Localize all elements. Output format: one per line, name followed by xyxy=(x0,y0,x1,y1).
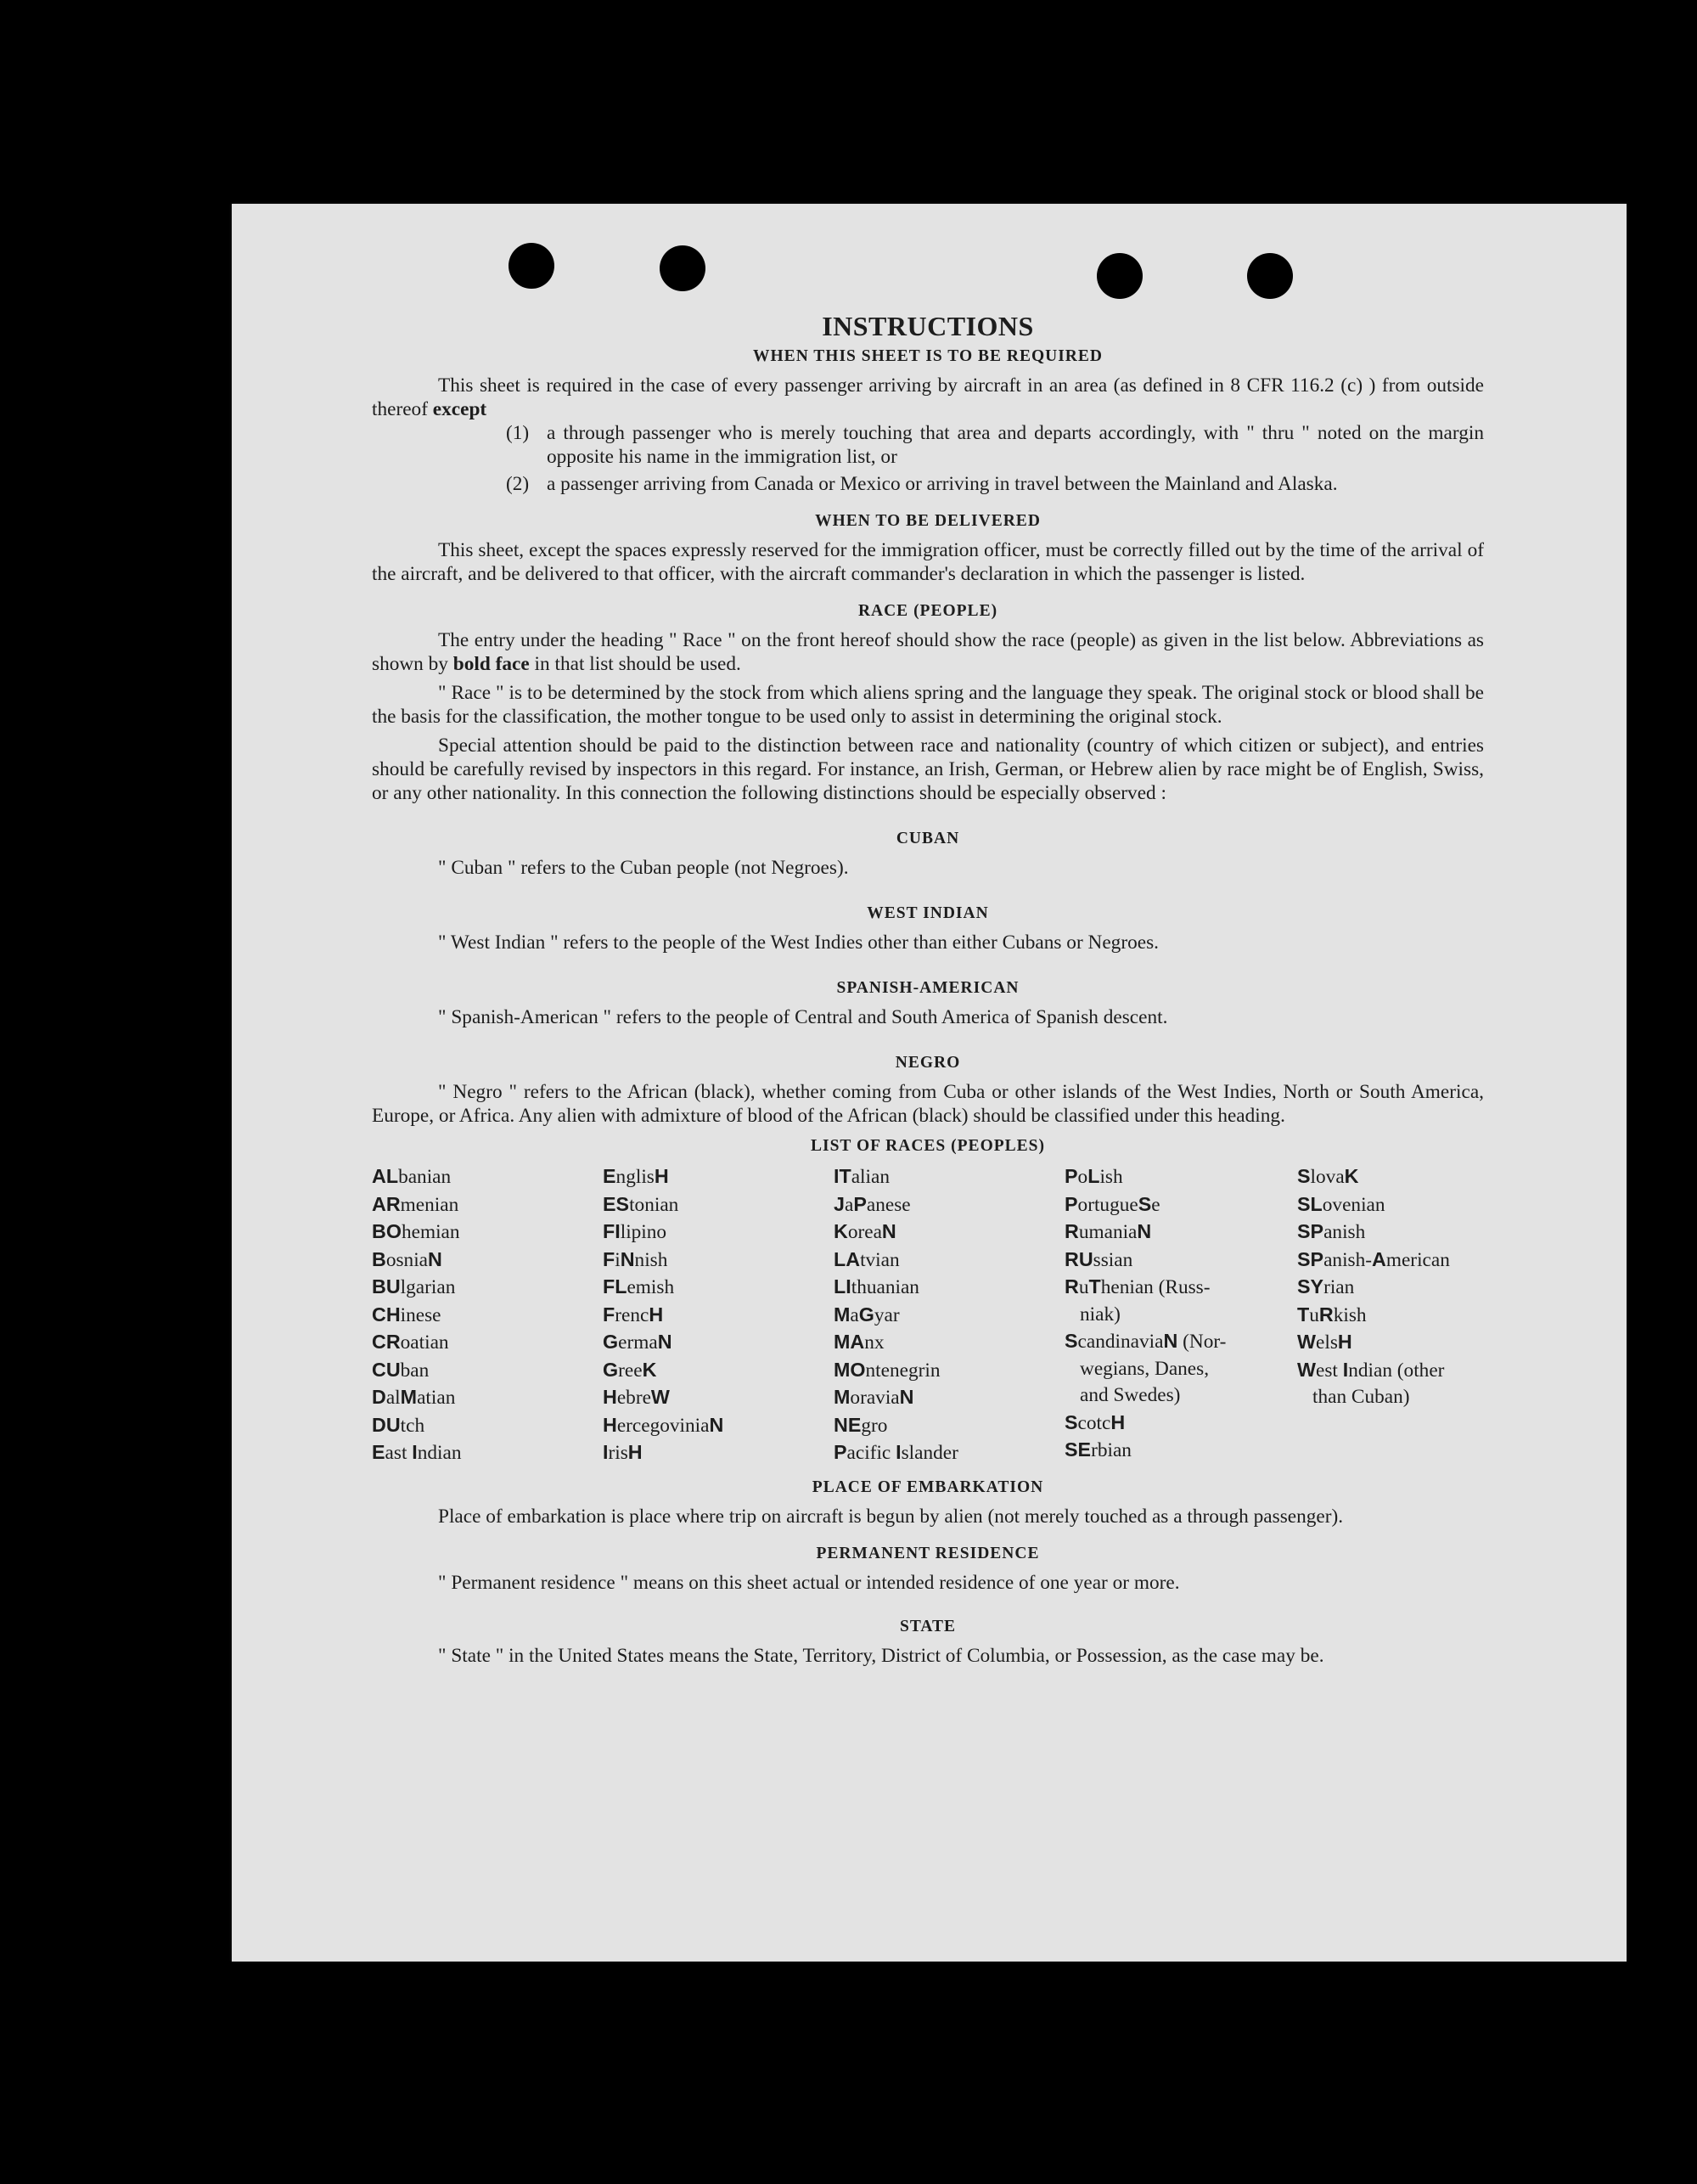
section-heading-embarkation: PLACE OF EMBARKATION xyxy=(812,1478,1044,1496)
race-entry: CRoatian xyxy=(372,1331,449,1354)
punch-hole xyxy=(1097,253,1143,299)
race-entry: ScandinaviaN (Nor- xyxy=(1065,1330,1227,1353)
race-entry: RUssian xyxy=(1065,1247,1133,1271)
race-entry: KoreaN xyxy=(834,1220,896,1243)
race-entry: FLemish xyxy=(603,1275,675,1298)
race-entry: SYrian xyxy=(1297,1275,1355,1298)
punch-hole xyxy=(1247,253,1293,299)
race-entry: CHinese xyxy=(372,1303,441,1326)
when-delivered-text: This sheet, except the spaces expressly reserved for the immigration officer, must be correctly filled out by the time of the arrival of the aircraft, and be delivered to that officer, with the aircraft commander's declaration in which the passenger is listed. xyxy=(372,539,1484,585)
list-item: (2) a passenger arriving from Canada or Mexico or arriving in travel between the Mainland and Alaska. xyxy=(506,473,1338,495)
race-entry: FiNnish xyxy=(603,1247,668,1271)
race-entry: East Indian xyxy=(372,1441,462,1464)
race-entry: MaGyar xyxy=(834,1303,900,1326)
race-entry: SErbian xyxy=(1065,1438,1132,1461)
race-entry: ITalian xyxy=(834,1165,890,1188)
race-entry: FIlipino xyxy=(603,1220,667,1243)
race-entry: wegians, Danes, xyxy=(1080,1357,1210,1380)
race-entry: and Swedes) xyxy=(1080,1384,1181,1406)
race-entry: ScotcH xyxy=(1065,1410,1126,1434)
races-column xyxy=(1297,1163,1484,1467)
race-entry: LIthuanian xyxy=(834,1275,919,1298)
race-entry: HebreW xyxy=(603,1386,670,1409)
race-entry: SLovenian xyxy=(1297,1192,1385,1216)
embarkation-text: Place of embarkation is place where trip on aircraft is begun by alien (not merely touched as a through passenger). xyxy=(438,1505,1344,1528)
race-entry: LAtvian xyxy=(834,1247,900,1271)
races-column xyxy=(834,1163,1065,1467)
punch-hole xyxy=(660,245,705,291)
race-entry: RuThenian (Russ- xyxy=(1065,1275,1211,1298)
race-entry: SPanish xyxy=(1297,1220,1366,1243)
races-list xyxy=(372,1163,1484,1467)
spanish-american-text: " Spanish-American " refers to the people of Central and South America of Spanish descent. xyxy=(438,1006,1168,1028)
race-entry: BOhemian xyxy=(372,1220,460,1243)
section-heading-west-indian: WEST INDIAN xyxy=(867,904,989,922)
section-heading-cuban: CUBAN xyxy=(896,830,960,847)
race-entry: GermaN xyxy=(603,1331,672,1354)
negro-text: " Negro " refers to the African (black), whether coming from Cuba or other islands of the West Indies, North or South America, Europe, or Africa. Any alien with admixture of blood of the African (black) should be classified under this heading. xyxy=(372,1081,1484,1127)
race-entry: EStonian xyxy=(603,1192,679,1216)
section-heading-when-delivered: WHEN TO BE DELIVERED xyxy=(815,512,1041,530)
race-entry: BUlgarian xyxy=(372,1275,456,1298)
race-entry: JaPanese xyxy=(834,1192,911,1216)
race-entry: niak) xyxy=(1080,1303,1121,1326)
section-heading-spanish-american: SPANISH-AMERICAN xyxy=(836,979,1020,997)
race-entry: IrisH xyxy=(603,1441,643,1464)
race-entry: HercegoviniaN xyxy=(603,1413,724,1437)
race-entry: PoLish xyxy=(1065,1165,1123,1188)
when-required-text: This sheet is required in the case of every passenger arriving by aircraft in an area (as defined in 8 CFR 116.2 (c) ) from outside thereof except xyxy=(372,374,1484,420)
race-entry: BosniaN xyxy=(372,1247,442,1271)
race-entry: ARmenian xyxy=(372,1192,459,1216)
section-heading-list-of-races: LIST OF RACES (PEOPLES) xyxy=(810,1137,1045,1155)
document-text xyxy=(372,311,1484,1668)
race-paragraph-1: The entry under the heading " Race " on the front hereof should show the race (people) as given in the list below. Abbreviations as shown by bold face in that list should be used. xyxy=(372,629,1484,675)
race-entry: RumaniaN xyxy=(1065,1220,1152,1243)
race-entry: EnglisH xyxy=(603,1165,669,1188)
residence-text: " Permanent residence " means on this sheet actual or intended residence of one year or more. xyxy=(438,1571,1180,1594)
race-entry: than Cuban) xyxy=(1312,1386,1410,1408)
section-heading-when-required: WHEN THIS SHEET IS TO BE REQUIRED xyxy=(753,347,1103,365)
race-entry: GreeK xyxy=(603,1358,657,1382)
race-entry: NEgro xyxy=(834,1413,888,1437)
race-entry: MAnx xyxy=(834,1331,885,1354)
document-page xyxy=(232,204,1627,1962)
race-entry: CUban xyxy=(372,1358,430,1382)
section-heading-negro: NEGRO xyxy=(895,1054,961,1072)
race-entry: FrencH xyxy=(603,1303,664,1326)
race-entry: DalMatian xyxy=(372,1386,456,1409)
section-heading-state: STATE xyxy=(899,1617,957,1635)
punch-hole xyxy=(509,243,554,289)
race-entry: Pacific Islander xyxy=(834,1441,958,1464)
state-text: " State " in the United States means the State, Territory, District of Columbia, or Possession, as the case may be. xyxy=(438,1644,1324,1667)
race-entry: PortugueSe xyxy=(1065,1192,1160,1216)
race-paragraph-2: " Race " is to be determined by the stock from which aliens spring and the language they speak. The original stock or blood shall be the basis for the classification, the mother tongue to be used only to assist in determining the original stock. xyxy=(372,682,1484,728)
section-heading-residence: PERMANENT RESIDENCE xyxy=(816,1544,1040,1562)
race-entry: DUtch xyxy=(372,1413,425,1437)
section-heading-race: RACE (PEOPLE) xyxy=(857,602,998,620)
race-entry: ALbanian xyxy=(372,1165,452,1188)
race-entry: SlovaK xyxy=(1297,1165,1359,1188)
page-title: INSTRUCTIONS xyxy=(822,311,1034,341)
race-entry: MoraviaN xyxy=(834,1386,914,1409)
race-entry: WelsH xyxy=(1297,1331,1352,1354)
races-column xyxy=(1065,1163,1297,1467)
race-entry: SPanish-American xyxy=(1297,1247,1450,1271)
west-indian-text: " West Indian " refers to the people of the West Indies other than either Cubans or Negroes. xyxy=(438,932,1159,954)
race-paragraph-3: Special attention should be paid to the distinction between race and nationality (country of which citizen or subject), and entries should be carefully revised by inspectors in this regard. For instance, an Irish, German, or Hebrew alien by race might be of English, Swiss, or any other nationality. In this connection the following distinctions should be especially observed : xyxy=(372,735,1484,804)
cuban-text: " Cuban " refers to the Cuban people (not Negroes). xyxy=(438,857,849,879)
race-entry: West Indian (other xyxy=(1297,1358,1445,1382)
race-entry: MOntenegrin xyxy=(834,1358,941,1382)
races-column xyxy=(372,1163,603,1467)
race-entry: TuRkish xyxy=(1297,1303,1367,1326)
list-item: (1) a through passenger who is merely touching that area and departs accordingly, with " thru " noted on the margin opposite his name in the immigration list, or xyxy=(506,422,1484,468)
races-column xyxy=(603,1163,834,1467)
